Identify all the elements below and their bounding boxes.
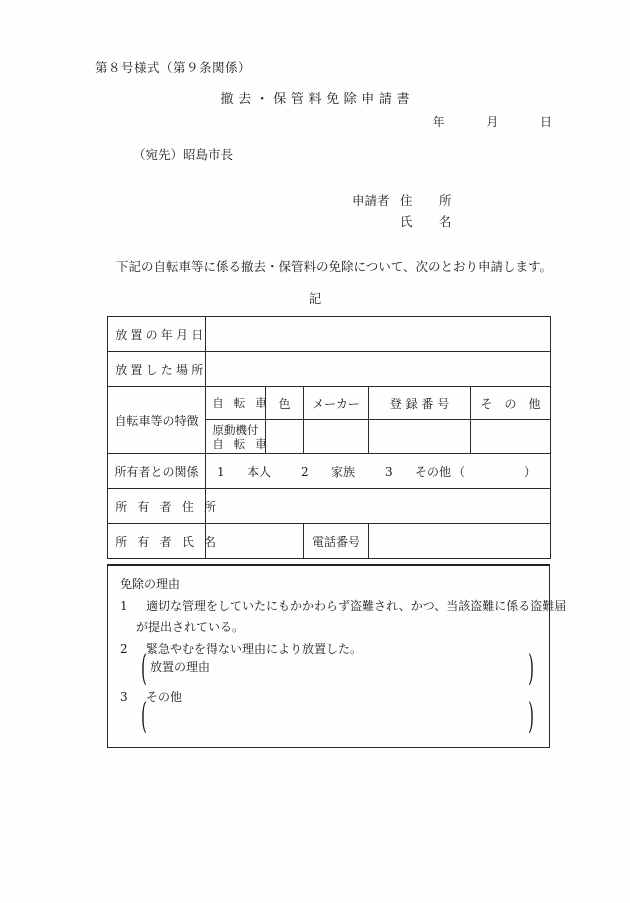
relation-option-family[interactable]: [301, 463, 355, 480]
exemption-item-3-num: 3: [120, 690, 128, 704]
paren-close-icon-2: ): [528, 695, 534, 738]
ki-marker: 記: [308, 291, 322, 306]
applicant-address-label: 住 所: [400, 193, 459, 208]
relation-option-self-text: 本人: [247, 464, 272, 479]
exemption-reason-block: [107, 564, 567, 748]
date-day-label: 日: [539, 115, 552, 129]
exemption-item-3-line1: その他: [146, 690, 183, 704]
column-header-registration-number: 登 録 番 号: [369, 387, 471, 420]
input-abandon-date[interactable]: [206, 317, 551, 352]
input-registration-number[interactable]: [369, 420, 471, 454]
relation-option-other-text: その他: [415, 464, 452, 479]
column-header-color: 色: [266, 387, 304, 420]
document-title: 撤去・保管料免除申請書: [220, 92, 415, 107]
exemption-item-2-num: 2: [120, 642, 128, 656]
addressee: （宛先）昭島市長: [133, 147, 234, 162]
relation-option-other-num: 3: [385, 464, 393, 479]
label-vehicle-type-moped-line2: 自 転 車: [212, 436, 270, 451]
date-month-label: 月: [486, 115, 499, 129]
relation-option-family-num: 2: [301, 464, 309, 479]
table-row-abandon-date: [108, 317, 551, 352]
paren-open-icon-2: (: [141, 695, 147, 738]
input-other[interactable]: [471, 420, 551, 454]
label-vehicle-type-moped: [206, 420, 270, 454]
exemption-item-1-num: 1: [120, 599, 128, 613]
relation-paren-close: ）: [524, 464, 537, 479]
column-header-other: そ の 他: [471, 387, 551, 420]
exemption-item-2-paren-label: 放置の理由: [150, 660, 211, 674]
main-table-wrapper: [107, 316, 550, 559]
column-header-maker: メーカー: [304, 387, 369, 420]
label-vehicle-type-moped-line1: 原動機付: [212, 422, 259, 437]
date-year-label: 年: [432, 115, 445, 129]
exemption-item-1-line2: が提出されている。: [136, 620, 245, 634]
main-table: [107, 316, 551, 559]
relation-option-self-num: 1: [217, 464, 225, 479]
exemption-item-2-line1: 緊急やむを得ない理由により放置した。: [146, 642, 363, 656]
table-row-owner-name: [108, 524, 551, 559]
relation-option-family-text: 家族: [331, 464, 356, 479]
applicant-name-label: 氏 名: [400, 214, 459, 229]
paren-open-icon-1: (: [141, 647, 147, 690]
input-telephone[interactable]: [369, 524, 551, 559]
relation-option-self[interactable]: [217, 463, 271, 480]
input-maker[interactable]: [304, 420, 369, 454]
label-abandon-place: 放置した場所: [108, 352, 206, 387]
table-row-abandon-place: [108, 352, 551, 387]
input-owner-address[interactable]: [206, 489, 551, 524]
label-telephone: 電話番号: [304, 524, 369, 559]
label-owner-name: 所 有 者 氏 名: [108, 524, 206, 559]
paren-close-icon-1: ): [528, 647, 534, 690]
intro-text: 下記の自転車等に係る撤去・保管料の免除について、次のとおり申請します。: [116, 259, 553, 274]
table-row-features-header: [108, 387, 551, 420]
exemption-item-1-line1: 適切な管理をしていたにもかかわらず盗難され、かつ、当該盗難に係る盗難届: [146, 599, 567, 613]
relation-option-other[interactable]: [385, 465, 451, 479]
date-line: [433, 113, 552, 130]
exemption-title: 免除の理由: [120, 577, 181, 591]
input-owner-relation[interactable]: [206, 454, 551, 489]
applicant-address-row: [352, 190, 459, 211]
label-owner-address: 所 有 者 住 所: [108, 489, 206, 524]
form-number: 第８号様式（第９条関係）: [95, 60, 252, 75]
table-row-owner-address: [108, 489, 551, 524]
relation-paren-open: （: [453, 464, 466, 479]
label-vehicle-type-bicycle: 自 転 車: [206, 387, 266, 420]
label-vehicle-features: 自転車等の特徴: [108, 387, 206, 454]
exemption-item-1[interactable]: [120, 597, 567, 614]
input-owner-name[interactable]: [206, 524, 304, 559]
input-color[interactable]: [266, 420, 304, 454]
applicant-label: 申請者: [352, 193, 390, 208]
applicant-name-row: [352, 211, 459, 232]
label-owner-relation: 所有者との関係: [108, 454, 206, 489]
applicant-block: [352, 190, 459, 232]
table-row-owner-relation: [108, 454, 551, 489]
input-abandon-place[interactable]: [206, 352, 551, 387]
label-abandon-date: 放置の年月日: [108, 317, 206, 352]
exemption-item-3[interactable]: [120, 688, 182, 705]
exemption-item-2[interactable]: [120, 640, 362, 657]
